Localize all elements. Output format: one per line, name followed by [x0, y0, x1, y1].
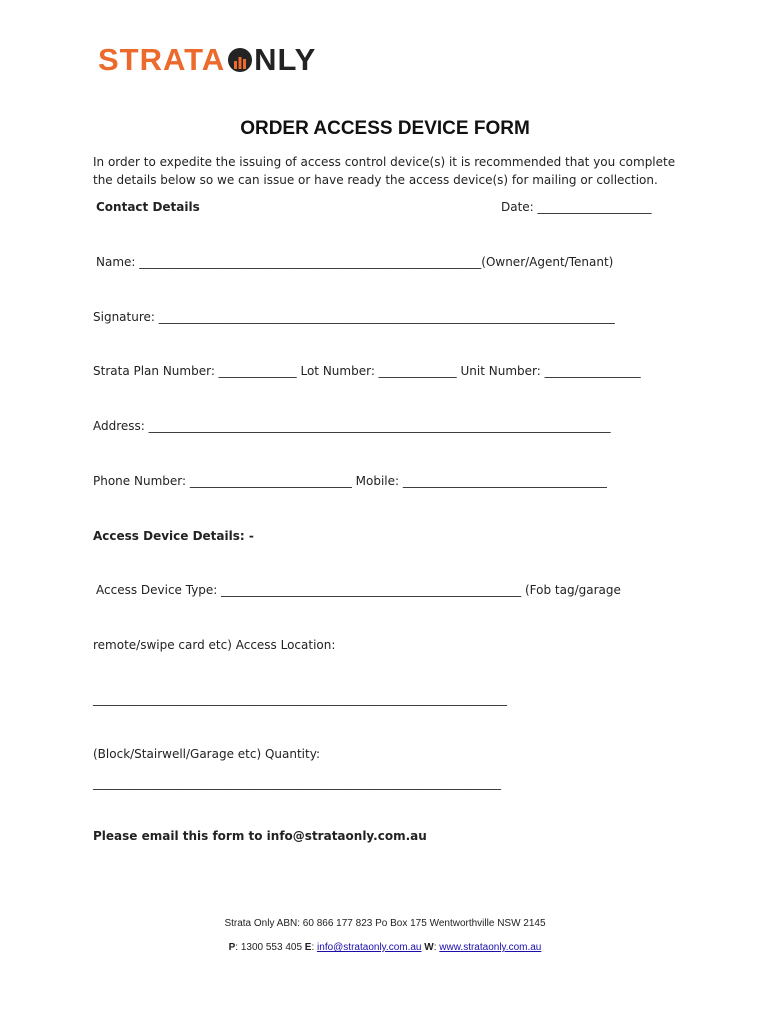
footer-website-label: W	[424, 942, 434, 953]
phone-mobile-fields[interactable]: Phone Number: ___________________________ Mobile: __________________________________	[93, 474, 607, 488]
contact-details-heading: Contact Details	[96, 200, 200, 214]
name-field[interactable]: Name: _________________________________________________________(Owner/Agent/Tenant)	[96, 255, 614, 269]
strata-only-logo	[98, 40, 316, 80]
date-field[interactable]: Date: ___________________	[501, 200, 652, 214]
address-field[interactable]: Address: _____________________________________________________________________________	[93, 419, 611, 433]
footer-phone-label: P	[228, 942, 236, 953]
footer-email-label: E	[304, 942, 312, 953]
strata-plan-lot-unit-fields[interactable]: Strata Plan Number: _____________ Lot Number: _____________ Unit Number: ________________	[93, 364, 641, 378]
footer-contacts: P: 1300 553 405 E: info@strataonly.com.au W: www.strataonly.com.au	[228, 942, 542, 953]
quantity-field[interactable]: ____________________________________________________________________	[93, 776, 501, 790]
footer-website-link[interactable]: www.strataonly.com.au	[439, 942, 542, 953]
footer-phone: : 1300 553 405	[235, 942, 305, 953]
access-location-field[interactable]: _____________________________________________________________________	[93, 692, 507, 706]
access-device-type-field[interactable]: Access Device Type: __________________________________________________ (Fob tag/garage	[96, 583, 621, 597]
logo-text-strata: STRATA	[98, 42, 226, 77]
form-title: ORDER ACCESS DEVICE FORM	[240, 118, 530, 139]
access-location-label: remote/swipe card etc) Access Location:	[93, 638, 336, 652]
footer-address: Strata Only ABN: 60 866 177 823 Po Box 175 Wentworthville NSW 2145	[224, 918, 546, 929]
email-notice: Please email this form to info@strataonly.com.au	[93, 829, 427, 843]
logo-text-nly: NLY	[254, 42, 317, 77]
signature-field[interactable]: Signature: ____________________________________________________________________________	[93, 310, 615, 324]
footer-email-link[interactable]: info@strataonly.com.au	[317, 942, 422, 953]
quantity-label: (Block/Stairwell/Garage etc) Quantity:	[93, 747, 320, 761]
intro-paragraph: In order to expedite the issuing of access control device(s) it is recommended that you complete the details below so we can issue or have ready the access device(s) for mailing or collection.	[93, 155, 676, 187]
access-device-details-heading: Access Device Details: -	[93, 529, 254, 543]
logo-o-icon	[227, 47, 253, 73]
